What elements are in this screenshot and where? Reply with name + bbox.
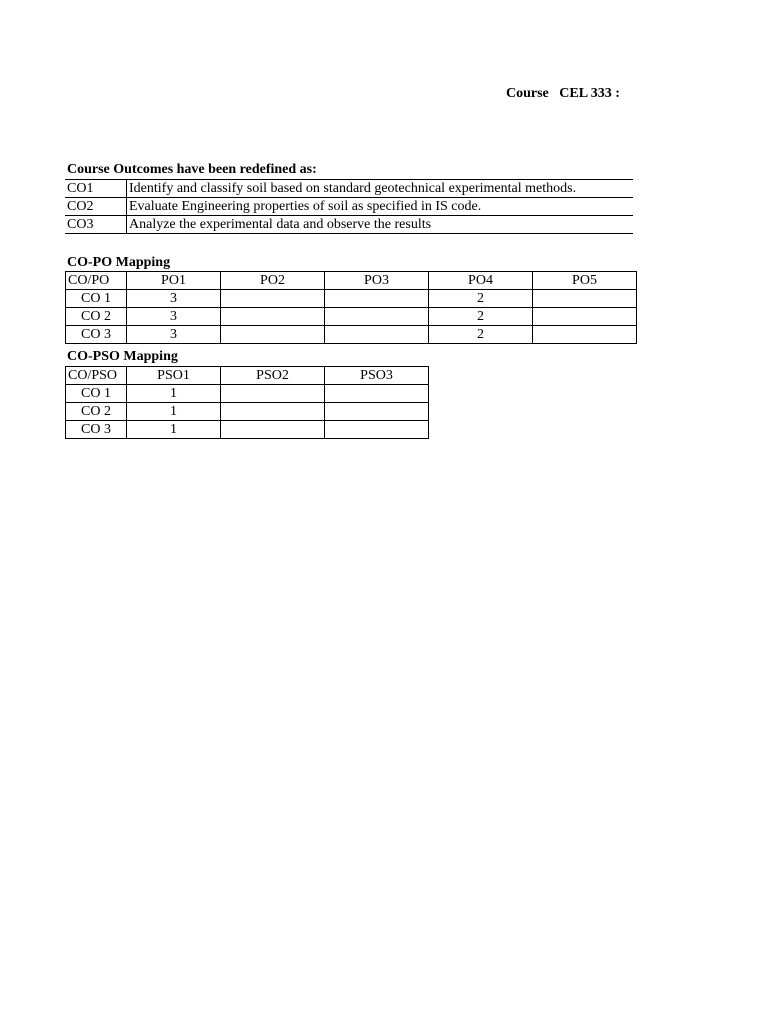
course-code: CEL 333 :: [559, 86, 620, 101]
table-cell: CO 3: [66, 421, 127, 439]
table-row: [66, 290, 637, 308]
outcome-code: CO3: [65, 216, 127, 234]
table-cell: 2: [429, 290, 533, 308]
table-cell: CO 1: [66, 385, 127, 403]
table-cell: 2: [429, 308, 533, 326]
table-cell: [325, 385, 429, 403]
pso-mapping-table: [65, 366, 429, 439]
table-row: [65, 216, 633, 234]
table-cell: [221, 421, 325, 439]
table-cell: [221, 290, 325, 308]
po-mapping-table: [65, 271, 637, 344]
table-header-cell: PSO1: [127, 367, 221, 385]
table-cell: [325, 403, 429, 421]
table-header-cell: PO3: [325, 272, 429, 290]
table-row: [65, 180, 633, 198]
table-cell: [533, 326, 637, 344]
outcome-code: CO1: [65, 180, 127, 198]
course-header: [506, 86, 620, 102]
table-cell: [221, 326, 325, 344]
table-cell: [221, 385, 325, 403]
table-header-cell: PO1: [127, 272, 221, 290]
table-header-cell: CO/PO: [66, 272, 127, 290]
table-header-cell: PO2: [221, 272, 325, 290]
table-cell: 1: [127, 385, 221, 403]
table-cell: 1: [127, 421, 221, 439]
table-row: [66, 326, 637, 344]
table-cell: [533, 308, 637, 326]
table-cell: [325, 308, 429, 326]
table-cell: [325, 290, 429, 308]
table-header-row: [66, 272, 637, 290]
po-mapping-title: CO-PO Mapping: [67, 255, 171, 270]
pso-mapping-title: CO-PSO Mapping: [67, 349, 178, 364]
table-row: [65, 198, 633, 216]
table-row: [66, 385, 429, 403]
table-cell: [533, 290, 637, 308]
table-row: [66, 403, 429, 421]
table-row: [66, 308, 637, 326]
course-label: Course: [506, 86, 549, 101]
table-cell: [221, 403, 325, 421]
table-header-cell: PO4: [429, 272, 533, 290]
outcome-code: CO2: [65, 198, 127, 216]
table-header-cell: PSO3: [325, 367, 429, 385]
table-header-cell: PSO2: [221, 367, 325, 385]
outcome-text: Analyze the experimental data and observe the results: [127, 216, 634, 234]
table-cell: 2: [429, 326, 533, 344]
table-cell: CO 2: [66, 308, 127, 326]
table-cell: CO 2: [66, 403, 127, 421]
table-row: [66, 421, 429, 439]
outcomes-table: [65, 179, 633, 234]
outcomes-title: Course Outcomes have been redefined as:: [67, 162, 317, 177]
outcome-text: Identify and classify soil based on standard geotechnical experimental methods.: [127, 180, 634, 198]
table-cell: CO 3: [66, 326, 127, 344]
table-cell: 3: [127, 326, 221, 344]
table-header-cell: CO/PSO: [66, 367, 127, 385]
table-cell: [221, 308, 325, 326]
table-cell: [325, 421, 429, 439]
outcome-text: Evaluate Engineering properties of soil as specified in IS code.: [127, 198, 634, 216]
table-header-row: [66, 367, 429, 385]
table-cell: [325, 326, 429, 344]
table-cell: 1: [127, 403, 221, 421]
table-cell: CO 1: [66, 290, 127, 308]
table-header-cell: PO5: [533, 272, 637, 290]
table-cell: 3: [127, 308, 221, 326]
table-cell: 3: [127, 290, 221, 308]
